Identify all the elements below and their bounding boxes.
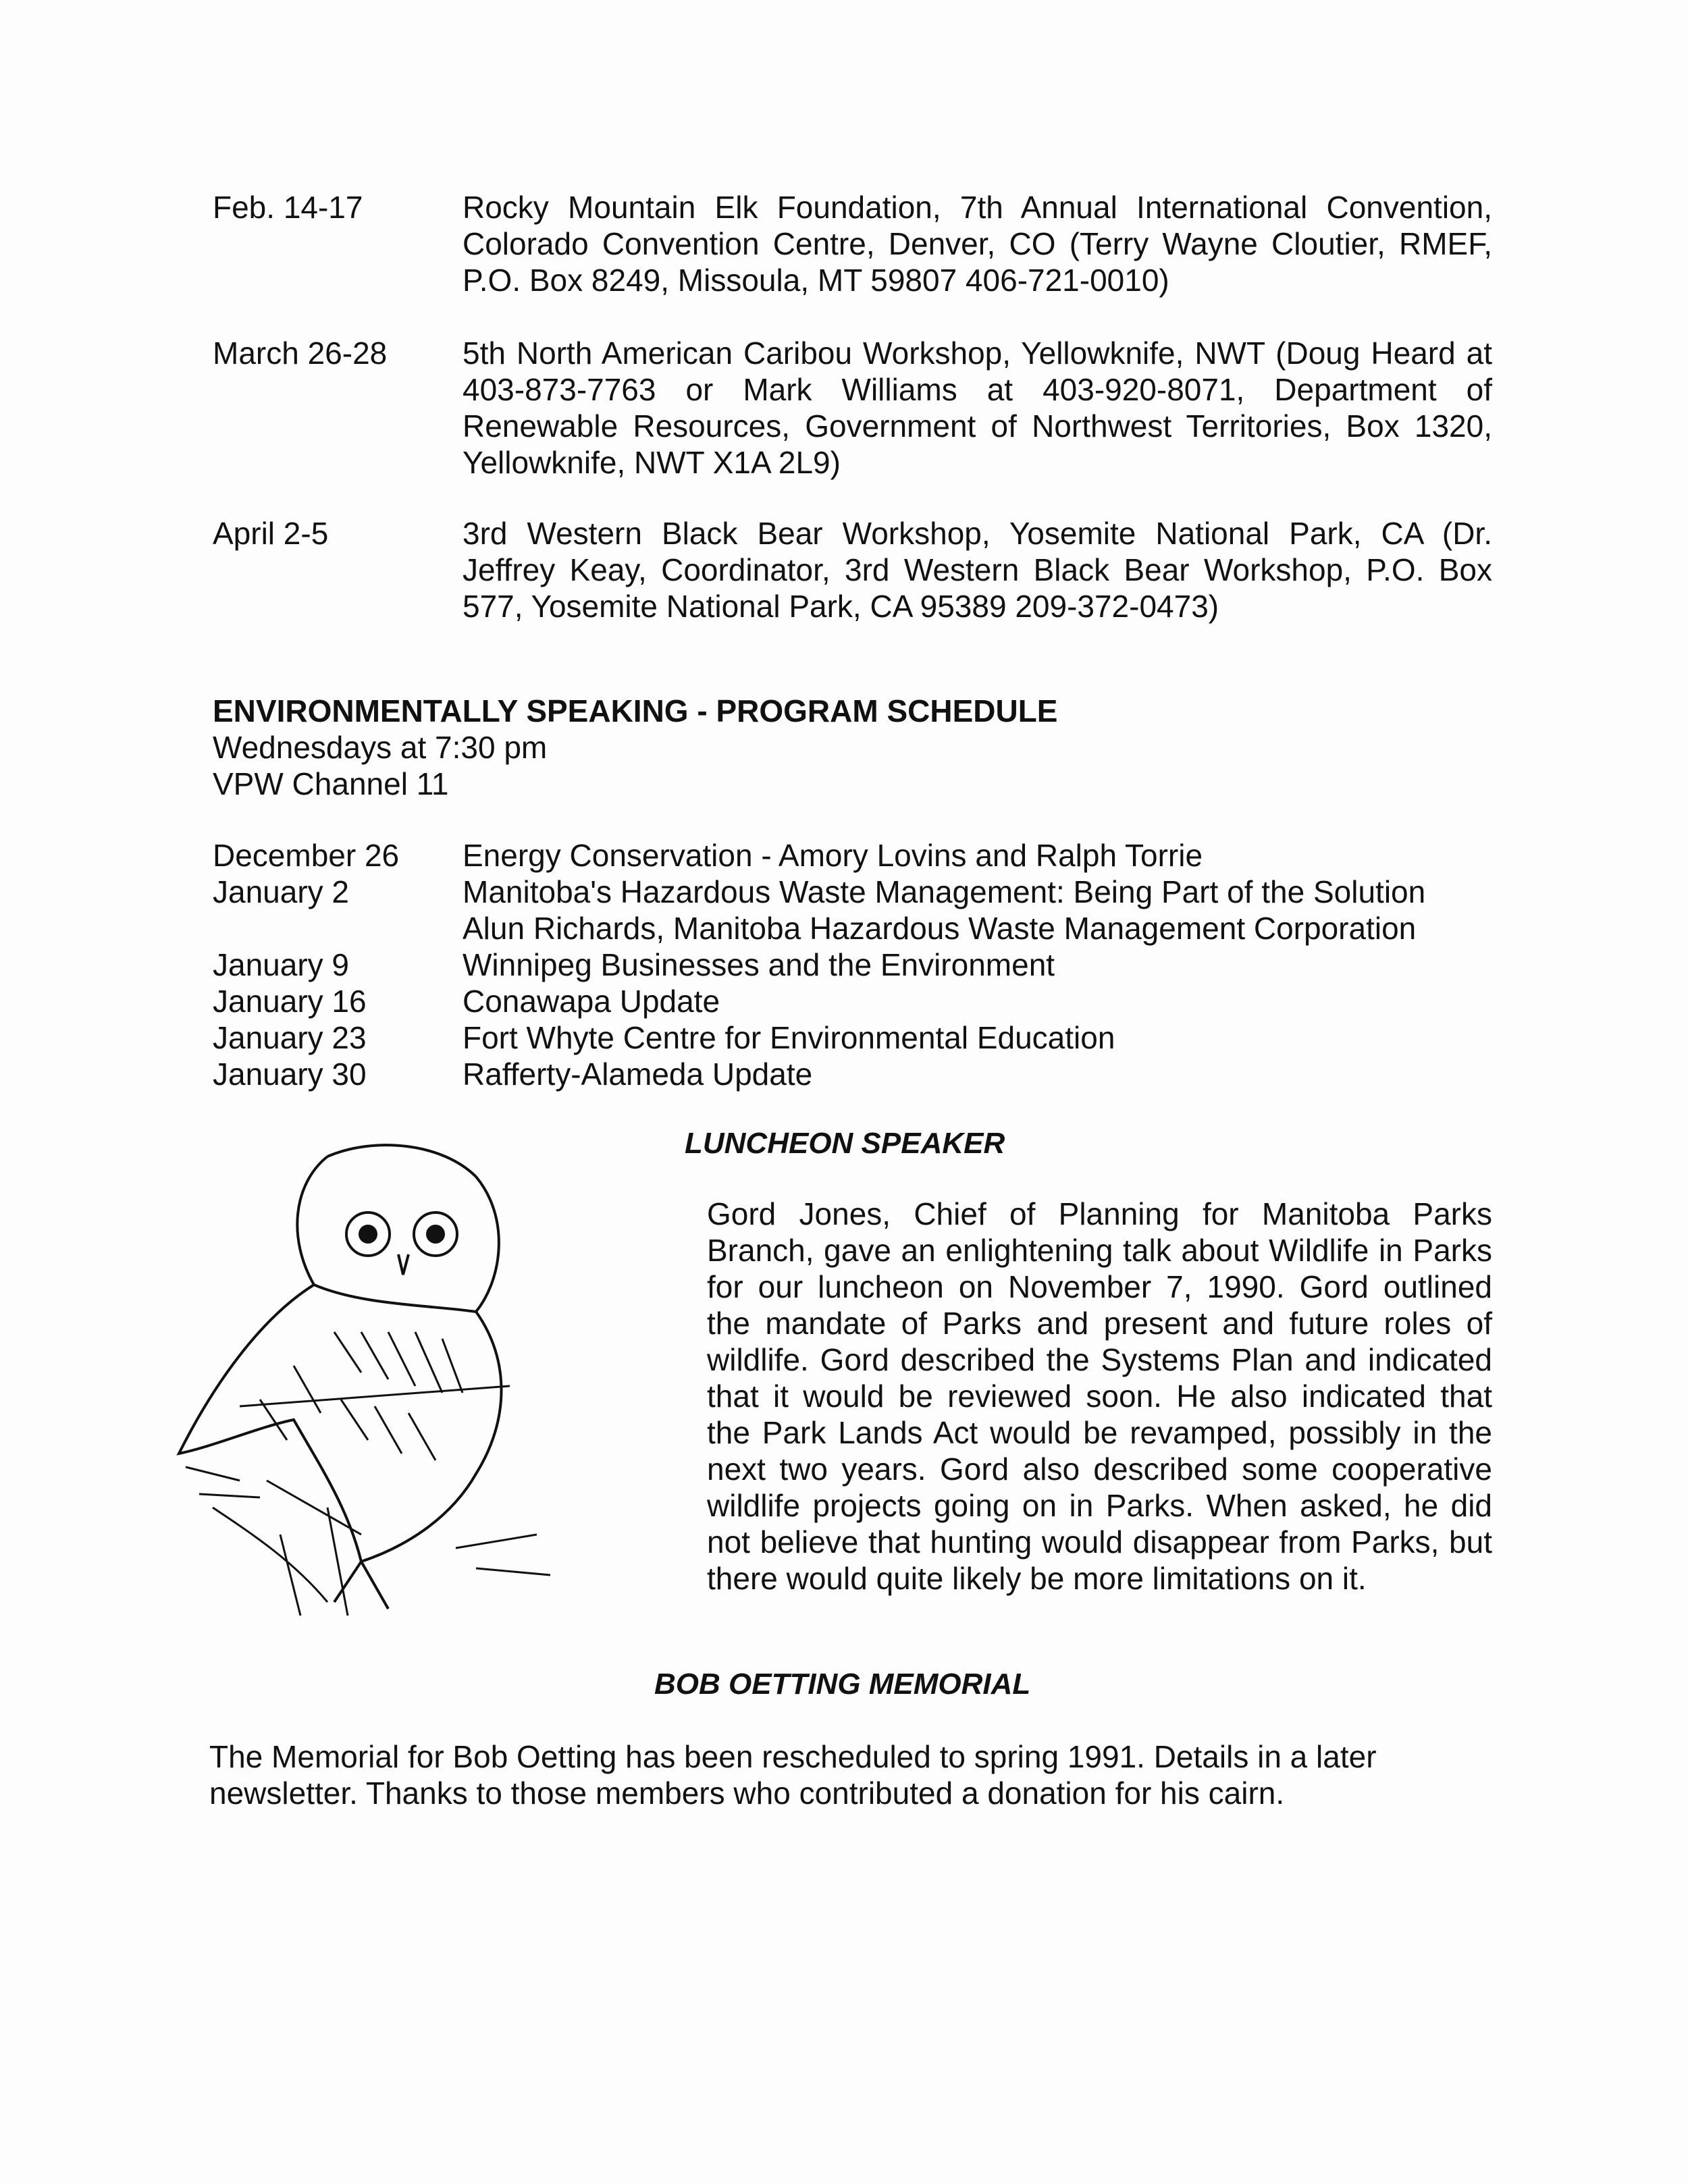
schedule-date: January 23 xyxy=(213,1020,367,1055)
luncheon-heading: LUNCHEON SPEAKER xyxy=(685,1127,1005,1160)
schedule-date: January 9 xyxy=(213,947,350,982)
schedule-row xyxy=(213,1019,1496,1056)
program-heading: ENVIRONMENTALLY SPEAKING - PROGRAM SCHEDULE xyxy=(213,693,1058,728)
schedule-topic: Energy Conservation - Amory Lovins and Ralph Torrie xyxy=(463,838,1203,873)
program-channel: VPW Channel 11 xyxy=(213,766,449,801)
schedule-date xyxy=(213,910,463,947)
event-date: April 2-5 xyxy=(213,516,329,551)
event-date: March 26-28 xyxy=(213,336,388,371)
schedule-topic: Manitoba's Hazardous Waste Management: Being Part of the Solution xyxy=(463,874,1426,909)
event-description: 3rd Western Black Bear Workshop, Yosemite National Park, CA (Dr. Jeffrey Keay, Coordinator, 3rd Western Black Bear Workshop, P.O. Box 577, Yosemite National Park, CA 95389 209-372-0473) xyxy=(463,516,1492,624)
owl-illustration xyxy=(159,1129,577,1622)
schedule-date: January 30 xyxy=(213,1057,367,1092)
schedule-date: December 26 xyxy=(213,838,400,873)
memorial-heading: BOB OETTING MEMORIAL xyxy=(654,1668,1031,1701)
memorial-text: The Memorial for Bob Oetting has been rescheduled to spring 1991. Details in a later newsletter. Thanks to those members who contributed a donation for his cairn. xyxy=(209,1739,1377,1811)
program-time: Wednesdays at 7:30 pm xyxy=(213,730,548,765)
schedule-topic: Winnipeg Businesses and the Environment xyxy=(463,947,1055,982)
schedule-topic: Rafferty-Alameda Update xyxy=(463,1057,813,1092)
schedule-row xyxy=(213,947,1496,983)
program-schedule xyxy=(213,837,1496,1092)
schedule-topic: Alun Richards, Manitoba Hazardous Waste Management Corporation xyxy=(463,911,1417,946)
schedule-date: January 2 xyxy=(213,874,350,909)
schedule-topic: Fort Whyte Centre for Environmental Education xyxy=(463,1020,1115,1055)
schedule-row xyxy=(213,837,1496,874)
schedule-topic: Conawapa Update xyxy=(463,984,720,1019)
program-header xyxy=(213,693,1057,802)
event-description: 5th North American Caribou Workshop, Yellowknife, NWT (Doug Heard at 403-873-7763 or Mark Williams at 403-920-8071, Department of Renewable Resources, Government of Northwest Territories, Box 1320, Yellowknife, NWT X1A 2L9) xyxy=(463,336,1492,480)
schedule-row xyxy=(213,910,1496,947)
schedule-row xyxy=(213,1056,1496,1092)
event-description: Rocky Mountain Elk Foundation, 7th Annual International Convention, Colorado Convention Centre, Denver, CO (Terry Wayne Cloutier, RMEF, P.O. Box 8249, Missoula, MT 59807 406-721-0010) xyxy=(463,190,1492,298)
event-date: Feb. 14-17 xyxy=(213,190,363,225)
schedule-date: January 16 xyxy=(213,984,367,1019)
schedule-row xyxy=(213,983,1496,1019)
schedule-row xyxy=(213,874,1496,910)
luncheon-text: Gord Jones, Chief of Planning for Manitoba Parks Branch, gave an enlightening talk about Wildlife in Parks for our luncheon on November 7, 1990. Gord outlined the mandate of Parks and present and future roles of wildlife. Gord described the Systems Plan and indicated that it would be reviewed soon. He also indicated that the Park Lands Act would be revamped, possibly in the next two years. Gord also described some cooperative wildlife projects going on in Parks. When asked, he did not believe that hunting would disappear from Parks, but there would quite likely be more limitations on it. xyxy=(707,1196,1492,1596)
